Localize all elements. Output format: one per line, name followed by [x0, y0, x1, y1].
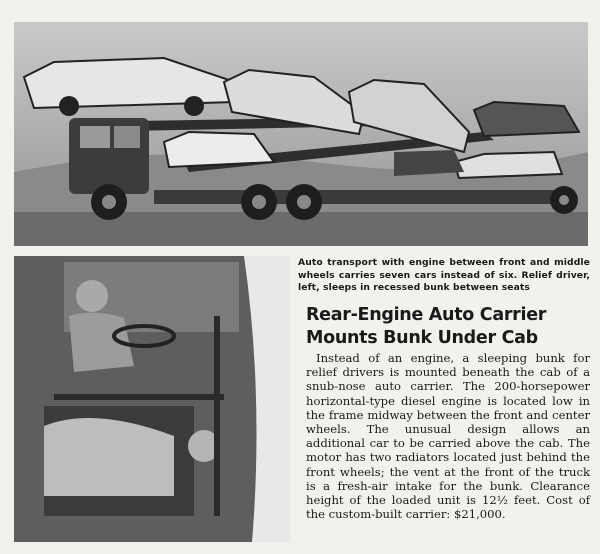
article-body: Instead of an engine, a sleeping bunk for relief drivers is mounted beneath the cab of a snub-nose auto carrier. The 200-horsepower horizontal-type diesel engine is located low in the frame midway between the front and center wheels. The unusual design allows an additional car to be carried above the cab. The motor has two radiators located just behind the front wheels; the vent at the front of the truck is a fresh-air intake for the bunk. Clearance height of the loaded unit is 12½ feet. Cost of the custom-built carrier: $21,000.: [306, 351, 590, 522]
auto-carrier-illustration: [14, 22, 588, 246]
auto-carrier-photo: [14, 22, 588, 246]
cab-interior-illustration: [14, 256, 290, 542]
article-headline: Rear-Engine Auto Carrier Mounts Bunk Under Cab: [306, 305, 547, 348]
cab-interior-photo: [14, 256, 290, 542]
photo-caption: Auto transport with engine between front and middle wheels carries seven cars instead of six. Relief driver, left, sleeps in recessed bunk between seats: [298, 257, 590, 294]
